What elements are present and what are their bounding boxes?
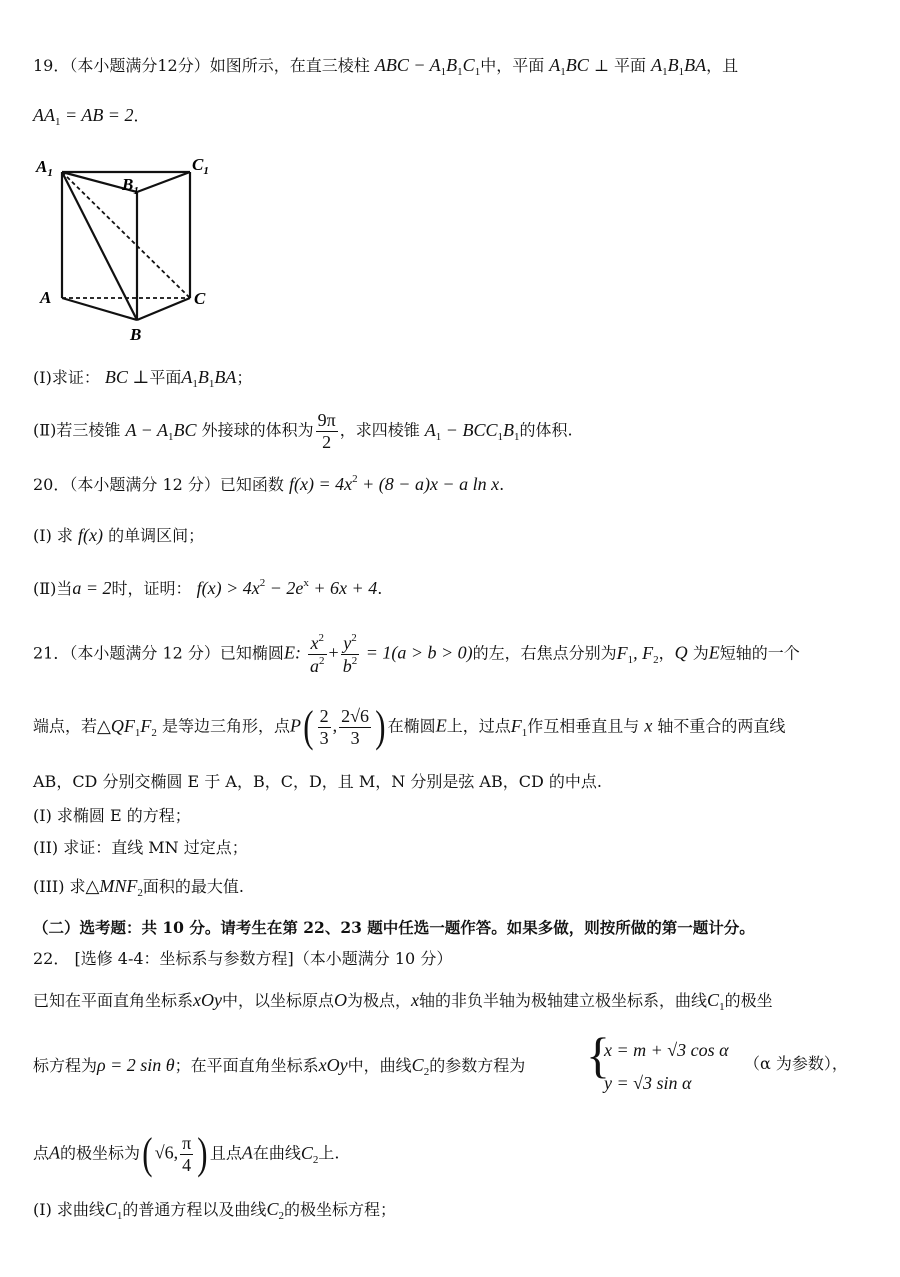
system-brace: { — [586, 1027, 610, 1083]
param-note: （α 为参数）， — [744, 1054, 848, 1073]
q20-part2: (Ⅱ)当a = 2时，证明： $f(x) > 4x^2 - 2e^x + 6x + 4$. — [33, 577, 383, 598]
q22-line1: 已知在平面直角坐标系xOy中，以坐标原点O为极点，x轴的非负半轴为极轴建立极坐标系，曲线$C_1$的极坐 — [33, 990, 773, 1013]
label-c: C — [194, 289, 206, 308]
ellipse-y-frac: $\frac{y^2}{b^2}$ — [342, 632, 358, 676]
q21-part2: (II) 求证：直线 MN 过定点； — [33, 838, 248, 857]
ellipse-x-frac: $\frac{x^2}{a^2}$ — [310, 632, 325, 676]
label-b: B — [130, 325, 142, 344]
q22-line2: 标方程为ρ = 2 sin θ；在平面直角坐标系xOy中，曲线$C_2$的参数方程为 — [33, 1055, 526, 1078]
q21-line1: 21．（本小题满分 12 分）已知椭圆E: $\frac{x^2}{a^2}$ + $\frac{y^2}{b^2}$ = 1(a > b > 0)的左，右焦点分别为$F_1$, $F_2$，Q 为E短轴的一个 — [33, 632, 800, 676]
param-eq-y: y = √3 sin α — [604, 1073, 692, 1093]
q21-line3: AB，CD 分别交椭圆 E 于 A，B，C，D，且 M，N 分别是弦 AB，CD 的中点. — [33, 772, 602, 791]
sphere-volume-frac: $\frac{9\pi}{2}$ — [317, 410, 336, 452]
q20-part1: (I) 求 f(x) 的单调区间； — [33, 525, 205, 545]
q21-part3: (III) 求$\triangle MNF_2$面积的最大值. — [33, 876, 244, 899]
section-2-heading: （二）选考题：共 10 分。请考生在第 22、23 题中任选一题作答。如果多做，则按所做的第一题计分。 — [33, 918, 755, 937]
label-b1: $B_1$ — [122, 175, 139, 197]
prism-name: ABC − $A_1B_1C_1$ — [374, 55, 481, 78]
label-a1: $A_1$ — [36, 157, 53, 179]
label-c1: $C_1$ — [192, 155, 209, 177]
q22-line3: 点A的极坐标为( √6, $\frac{\pi}{4}$ ) 且点A在曲线$C_2$上. — [33, 1129, 340, 1178]
q19-part2: (Ⅱ)若三棱锥 $A - A_1BC$ 外接球的体积为 $\frac{9\pi}{2}$ ，求四棱锥 $A_1 - BCC_1B_1$的体积. — [33, 410, 573, 452]
edge-b1c1 — [137, 172, 190, 192]
edge-bc — [137, 298, 190, 320]
q20-stem: 20．（本小题满分 12 分）已知函数 $f(x) = 4x^2 + (8 - a)x - a$ ln x. — [33, 473, 505, 494]
q22-heading: 22． [选修 4-4：坐标系与参数方程]（本小题满分 10 分） — [33, 949, 453, 968]
q20-function: $f(x) = 4x^2 + (8 - a)x - a$ ln x — [289, 473, 500, 494]
param-eq-x: x = m + √3 cos α — [604, 1040, 729, 1060]
q21-line2: 端点，若$\triangle QF_1F_2$ 是等边三角形，点P( $\frac{2}{3}$ , $\frac{2√6}{3}$ ) 在椭圆E上，过点$F_1$作互相垂直且与 x 轴不重合的两直线 — [33, 702, 786, 751]
q22-part1: (I) 求曲线$C_1$的普通方程以及曲线$C_2$的极坐标方程； — [33, 1199, 396, 1222]
q21-part1: (I) 求椭圆 E 的方程； — [33, 806, 191, 825]
q19-part1: (I)求证： BC ⊥平面$A_1B_1BA$； — [33, 367, 253, 390]
prism-figure — [30, 150, 230, 345]
q19-given: $AA_1$ = AB = 2． — [33, 105, 150, 128]
edge-ab — [62, 298, 137, 320]
q19-line1: 19．（本小题满分12分）如图所示，在直三棱柱 ABC − $A_1B_1C_1$中，平面 $A_1BC$ ⊥ 平面 $A_1B_1BA$，且 — [33, 55, 739, 78]
label-a: A — [40, 288, 52, 307]
